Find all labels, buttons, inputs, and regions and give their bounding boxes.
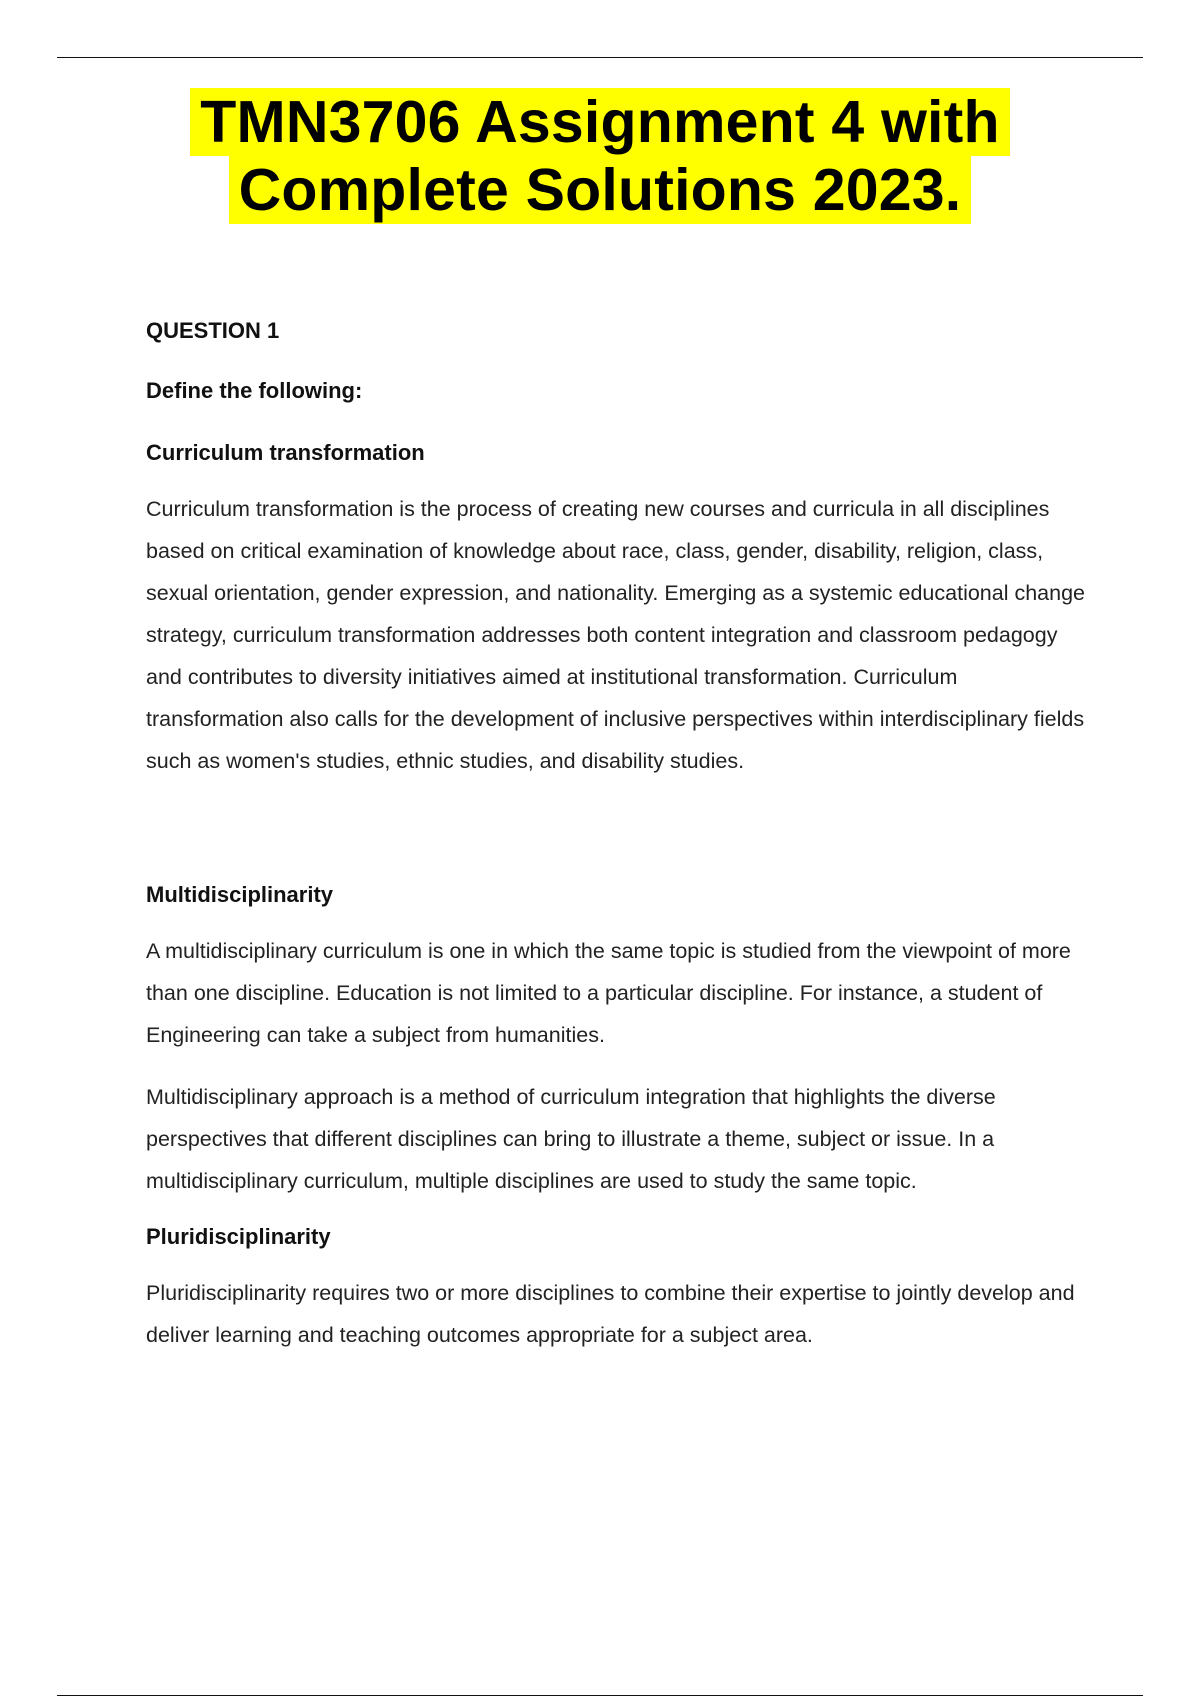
section-heading-curriculum-transformation: Curriculum transformation <box>146 440 425 465</box>
paragraph-pluridisciplinarity: Pluridisciplinarity requires two or more disciplines to combine their expertise to jointly develop and deliver learning and teaching outcomes appropriate for a subject area. <box>146 1281 1075 1347</box>
paragraph-multidisciplinarity-2: Multidisciplinary approach is a method of curriculum integration that highlights the diverse perspectives that different disciplines can bring to illustrate a theme, subject or issue. In a multidisciplinary curriculum, multiple disciplines are used to study the same topic. <box>146 1085 996 1193</box>
question-label: QUESTION 1 <box>146 318 280 343</box>
bottom-rule <box>57 1695 1143 1696</box>
title-line-1: TMN3706 Assignment 4 with <box>190 88 1009 156</box>
document-body <box>146 316 1096 1356</box>
top-rule <box>57 57 1143 58</box>
title-line-2: Complete Solutions 2023. <box>229 156 972 224</box>
section-heading-multidisciplinarity: Multidisciplinarity <box>146 882 334 907</box>
paragraph-curriculum-transformation: Curriculum transformation is the process of creating new courses and curricula in all disciplines based on critical examination of knowledge about race, class, gender, disability, religion, class, sexual orientation, gender expression, and nationality. Emerging as a systemic educational change strategy, curriculum transformation addresses both content integration and classroom pedagogy and contributes to diversity initiatives aimed at institutional transformation. Curriculum transformation also calls for the development of inclusive perspectives within interdisciplinary fields such as women's studies, ethnic studies, and disability studies. <box>146 497 1085 773</box>
section-heading-pluridisciplinarity: Pluridisciplinarity <box>146 1224 331 1249</box>
paragraph-multidisciplinarity-1: A multidisciplinary curriculum is one in which the same topic is studied from the viewpoint of more than one discipline. Education is not limited to a particular discipline. For instance, a student of Engineering can take a subject from humanities. <box>146 939 1071 1047</box>
instruction-heading: Define the following: <box>146 378 363 403</box>
document-title <box>0 88 1200 224</box>
